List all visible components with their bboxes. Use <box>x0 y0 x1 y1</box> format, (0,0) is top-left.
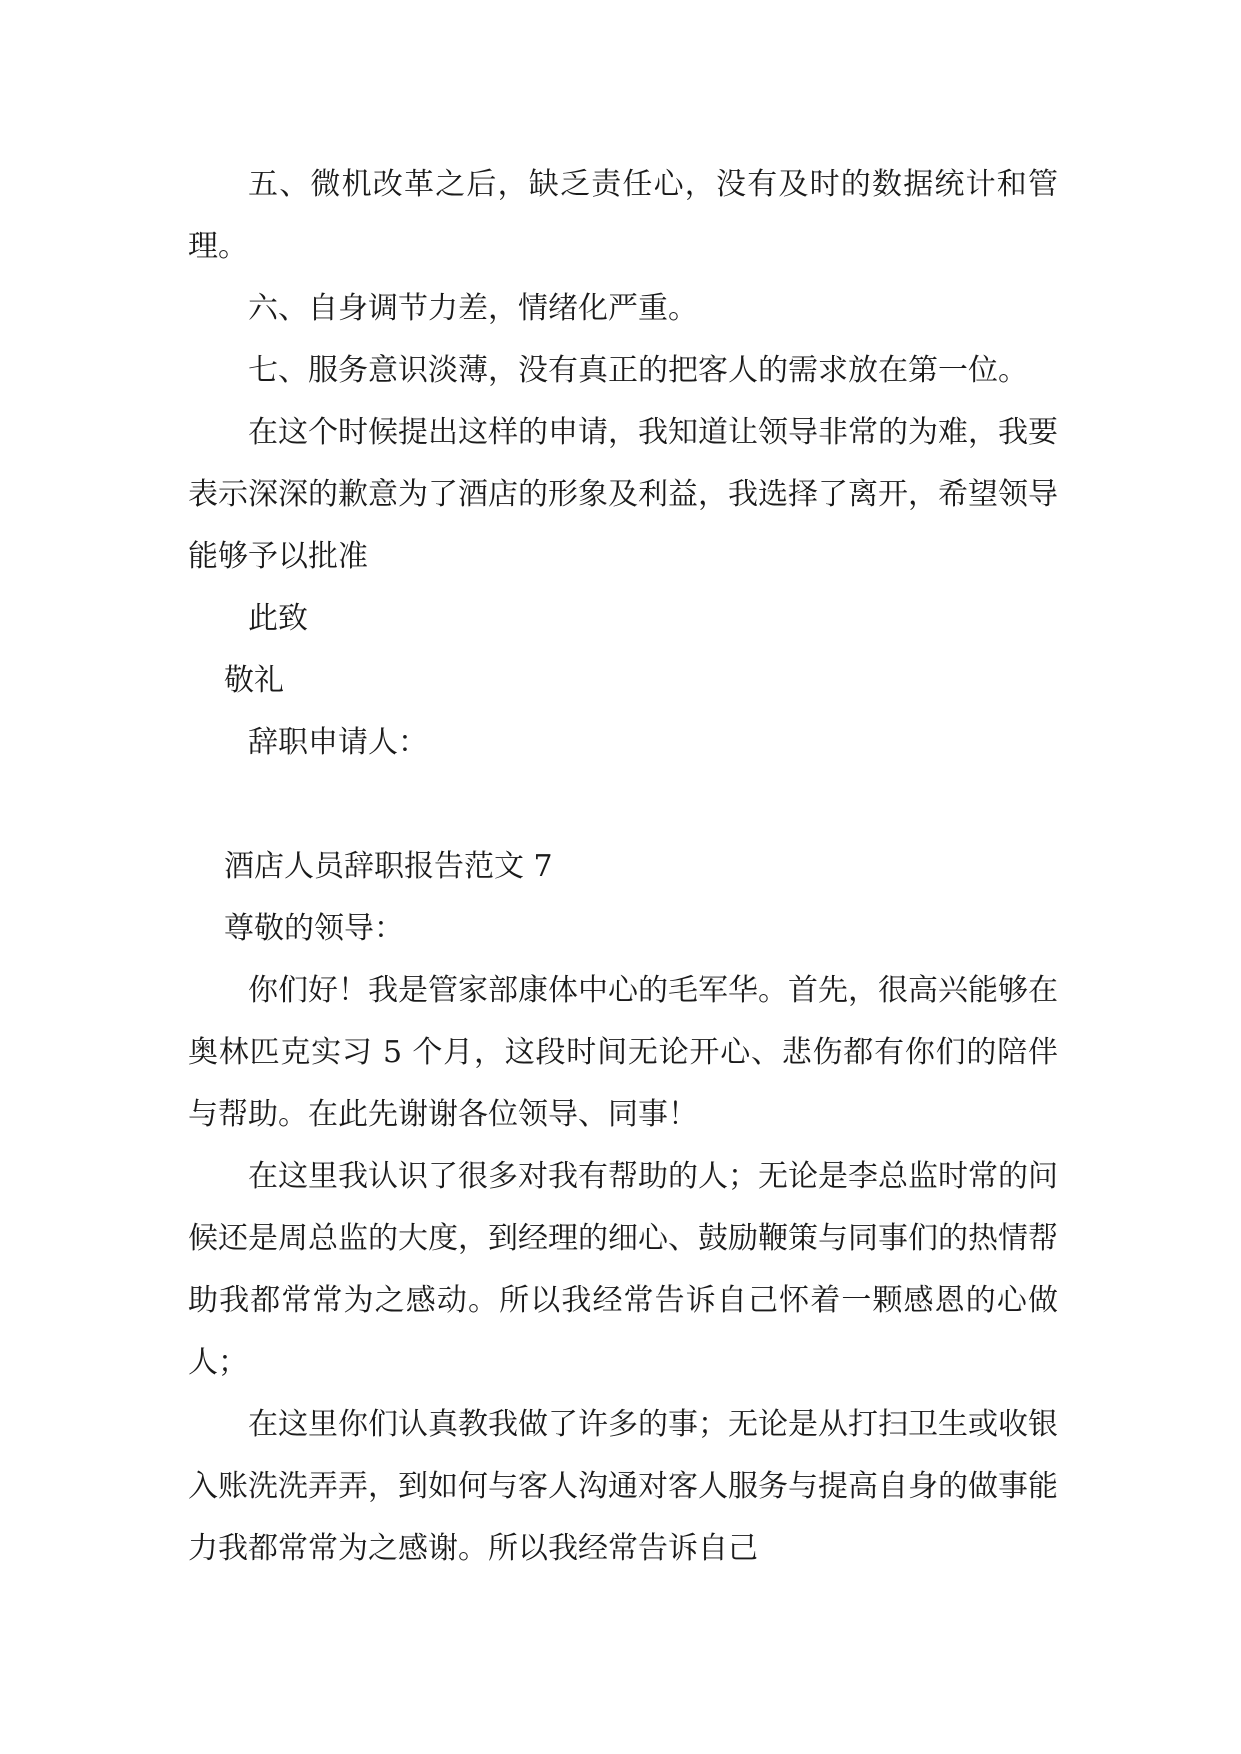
salutation: 尊敬的领导： <box>224 911 404 946</box>
section-gap <box>188 774 1058 836</box>
section-title: 酒店人员辞职报告范文 7 <box>224 849 553 884</box>
paragraph-item-7: 七、服务意识淡薄，没有真正的把客人的需求放在第一位。 <box>248 353 1028 388</box>
signature-line: 辞职申请人： <box>248 725 428 760</box>
paragraph-item-5: 五、微机改革之后，缺乏责任心，没有及时的数据统计和管理。 <box>188 167 1058 264</box>
paragraph-item-6: 六、自身调节力差，情绪化严重。 <box>248 291 698 326</box>
closing-jing-li: 敬礼 <box>224 663 284 698</box>
paragraph-people: 在这里我认识了很多对我有帮助的人；无论是李总监时常的问候还是周总监的大度，到经理的细心、鼓励鞭策与同事们的热情帮助我都常常为之感动。所以我经常告诉自己怀着一颗感恩的心做人； <box>188 1159 1058 1380</box>
closing-ci-zhi: 此致 <box>248 601 308 636</box>
paragraph-greeting: 你们好！我是管家部康体中心的毛军华。首先，很高兴能够在奥林匹克实习 5 个月，这段时间无论开心、悲伤都有你们的陪伴与帮助。在此先谢谢各位领导、同事！ <box>188 973 1058 1132</box>
document-body <box>188 154 1058 1580</box>
paragraph-learning: 在这里你们认真教我做了许多的事；无论是从打扫卫生或收银入账洗洗弄弄，到如何与客人沟通对客人服务与提高自身的做事能力我都常常为之感谢。所以我经常告诉自己 <box>188 1407 1058 1566</box>
paragraph-request: 在这个时候提出这样的申请，我知道让领导非常的为难，我要表示深深的歉意为了酒店的形象及利益，我选择了离开，希望领导能够予以批准 <box>188 415 1058 574</box>
